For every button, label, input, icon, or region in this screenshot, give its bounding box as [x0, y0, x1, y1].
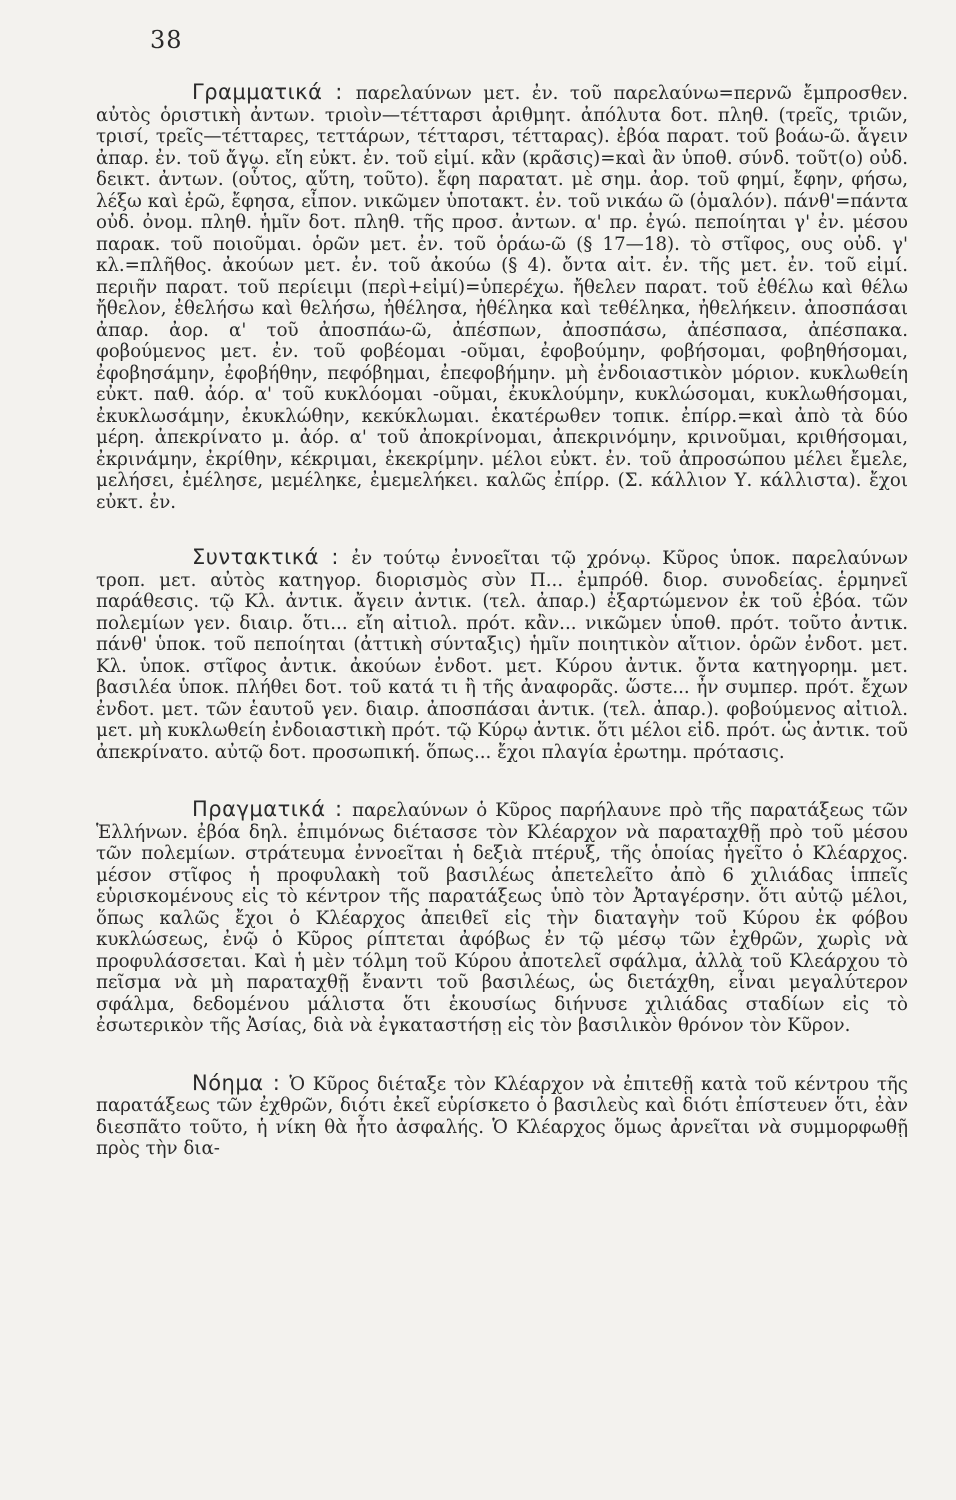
syntax-heading: Συντακτικά : [192, 545, 352, 569]
pragma-heading: Πραγματικά : [192, 797, 353, 821]
pragma-text: παρελαύνων ὁ Κῦρος παρήλαυνε πρὸ τῆς παρατάξεως τῶν Ἑλλήνων. ἐβόα δηλ. ἐπιμόνως διέτασσε τὸν Κλέαρχον νὰ παραταχθῇ πρὸ τοῦ μέσου τῶν πολεμίων. στράτευμα ἐννοεῖται ἡ δεξιὰ πτέρυξ, τῆς ὁποίας ἡγεῖτο ὁ Κλέαρχος. μέσον στῖφος ἡ προφυλακὴ τοῦ βασιλέως ἀπετελεῖτο ἀπὸ 6 χιλιάδας ἱππεῖς εὑρισκομένους εἰς τὸ κέντρον τῆς παρατάξεως ὑπὸ τὸν Ἀρταγέρσην. ὅτι αὐτῷ μέλοι, ὅπως καλῶς ἔχοι ὁ Κλέαρχος ἀπειθεῖ εἰς τὴν διαταγὴν τοῦ Κύρου ἐκ φόβου κυκλώσεως, ἐνῷ ὁ Κῦρος ρίπτεται ἀφόβως ἐν τῷ μέσῳ τῶν ἐχθρῶν, χωρὶς νὰ προφυλάσσεται. Καὶ ἡ μὲν τόλμη τοῦ Κύρου ἀποτελεῖ σφάλμα, ἀλλὰ τοῦ Κλεάρχου τὸ πεῖσμα νὰ μὴ παραταχθῇ ἔναντι τοῦ βασιλέως, ὡς διετάχθη, εἶναι μεγαλύτερον σφάλμα, δεδομένου μάλιστα ὅτι ἑκουσίως διήνυσε χιλιάδας σταδίων εἰς τὸ ἐσωτερικὸν τῆς Ἀσίας, διὰ νὰ ἐγκαταστήσῃ εἰς τὸν βασιλικὸν θρόνον τὸν Κῦρον. [96, 800, 908, 1036]
syntax-text: ἐν τούτῳ ἐννοεῖται τῷ χρόνῳ. Κῦρος ὑποκ. παρελαύνων τροπ. μετ. αὐτὸς κατηγορ. διορισμὸς σὺν Π... ἐμπρόθ. διορ. συνοδείας. ἑρμηνεῖ παράθεσις. τῷ Κλ. ἀντικ. ἄγειν ἀντικ. (τελ. ἀπαρ.) ἐξαρτώμενον ἐκ τοῦ ἐβόα. τῶν πολεμίων γεν. διαιρ. ὅτι... εἴη αἰτιολ. πρότ. κἂν... νικῶμεν ὑποθ. πρότ. τοῦτο ἀντικ. πάνθ' ὑποκ. τοῦ πεποίηται (ἀττικὴ σύνταξις) ἡμῖν ποιητικὸν αἴτιον. ὁρῶν ἐνδοτ. μετ. Κλ. ὑποκ. στῖφος ἀντικ. ἀκούων ἐνδοτ. μετ. Κύρου ἀντικ. ὄντα κατηγορημ. μετ. βασιλέα ὑποκ. πλήθει δοτ. τοῦ κατά τι ἢ τῆς ἀναφορᾶς. ὥστε... ἦν συμπερ. πρότ. ἔχων ἐνδοτ. μετ. τῶν ἑαυτοῦ γεν. διαιρ. ἀποσπάσαι ἀντικ. (τελ. ἀπαρ.). φοβούμενος αἰτιολ. μετ. μὴ κυκλωθείη ἐνδοιαστικὴ πρότ. τῷ Κύρῳ ἀντικ. ὅτι μέλοι εἰδ. πρότ. ὡς ἀντικ. τοῦ ἀπεκρίνατο. αὐτῷ δοτ. προσωπική. ὅπως... ἔχοι πλαγία ἐρωτημ. πρότασις. [96, 548, 908, 763]
pragma-section [96, 799, 908, 1037]
page-number: 38 [150, 26, 183, 54]
syntax-section [96, 547, 908, 763]
noema-text: Ὁ Κῦρος διέταξε τὸν Κλέαρχον νὰ ἐπιτεθῇ κατὰ τοῦ κέντρου τῆς παρατάξεως τῶν ἐχθρῶν, διότι ἐκεῖ εὑρίσκετο ὁ βασιλεὺς καὶ διότι ἐπίστευεν ὅτι, ἐὰν διεσπᾶτο τοῦτο, ἡ νίκη θὰ ἦτο ἀσφαλής. Ὁ Κλέαρχος ὅμως ἀρνεῖται νὰ συμμορφωθῇ πρὸς τὴν δια- [96, 1073, 908, 1159]
page-content [96, 82, 908, 1160]
grammar-heading: Γραμματικά : [192, 80, 356, 104]
grammar-text: παρελαύνων μετ. ἐν. τοῦ παρελαύνω=περνῶ ἔμπροσθεν. αὐτὸς ὁριστικὴ ἀντων. τριοὶν—τέτταρσι ἀριθμητ. ἀπόλυτα δοτ. πληθ. (τρεῖς, τριῶν, τρισί, τρεῖς—τέτταρες, τεττάρων, τέτταρσι, τέτταρας). ἐβόα παρατ. τοῦ βοάω-ῶ. ἄγειν ἀπαρ. ἐν. τοῦ ἄγω. εἴη εὐκτ. ἐν. τοῦ εἰμί. κἂν (κρᾶσις)=καὶ ἂν ὑποθ. σύνδ. τοῦτ(ο) οὐδ. δεικτ. ἀντων. (οὗτος, αὕτη, τοῦτο). ἔφη παρατατ. μὲ σημ. ἀορ. τοῦ φημί, ἔφην, φήσω, λέξω καὶ ἐρῶ, ἔφησα, εἶπον. νικῶμεν ὑποτακτ. ἐν. τοῦ νικάω ῶ (ὁμαλόν). πάνθ'=πάντα οὐδ. ὀνομ. πληθ. ἡμῖν δοτ. πληθ. τῆς προσ. ἀντων. α' πρ. ἐγώ. πεποίηται γ' ἐν. μέσου παρακ. τοῦ ποιοῦμαι. ὁρῶν μετ. ἐν. τοῦ ὁράω-ῶ (§ 17—18). τὸ στῖφος, ους οὐδ. γ' κλ.=πλῆθος. ἀκούων μετ. ἐν. τοῦ ἀκούω (§ 4). ὄντα αἰτ. ἐν. τῆς μετ. ἐν. τοῦ εἰμί. περιῆν παρατ. τοῦ περίειμι (περὶ+εἰμί)=ὑπερέχω. ἤθελεν παρατ. τοῦ ἐθέλω καὶ θέλω ἤθελον, ἐθελήσω καὶ θελήσω, ἠθέλησα, ἠθέληκα καὶ τεθέληκα, ἠθελήκειν. ἀποσπάσαι ἀπαρ. ἀορ. α' τοῦ ἀποσπάω-ῶ, ἀπέσπων, ἀποσπάσω, ἀπέσπασα, ἀπέσπακα. φοβούμενος μετ. ἐν. τοῦ φοβέομαι -οῦμαι, ἐφοβούμην, φοβήσομαι, φοβηθήσομαι, ἐφοβησάμην, ἐφοβήθην, πεφόβημαι, ἐπεφοβήμην. μὴ ἐνδοιαστικὸν μόριον. κυκλωθείη εὐκτ. παθ. ἀόρ. α' τοῦ κυκλόομαι -οῦμαι, ἐκυκλούμην, κυκλώσομαι, κυκλωθήσομαι, ἐκυκλωσάμην, ἐκυκλώθην, κεκύκλωμαι. ἑκατέρωθεν τοπικ. ἐπίρρ.=καὶ ἀπὸ τὰ δύο μέρη. ἀπεκρίνατο μ. ἀόρ. α' τοῦ ἀποκρίνομαι, ἀπεκρινόμην, κρινοῦμαι, κριθήσομαι, ἐκρινάμην, ἐκρίθην, κέκριμαι, ἐκεκρίμην. μέλοι εὐκτ. ἐν. τοῦ ἀπροσώπου μέλει ἔμελε, μελήσει, ἐμέλησε, μεμέληκε, ἐμεμελήκει. καλῶς ἐπίρρ. (Σ. κάλλιον Υ. κάλλιστα). ἔχοι εὐκτ. ἐν. [96, 83, 908, 513]
noema-section [96, 1070, 908, 1160]
grammar-section [96, 82, 908, 513]
noema-heading: Νόημα : [192, 1070, 290, 1095]
